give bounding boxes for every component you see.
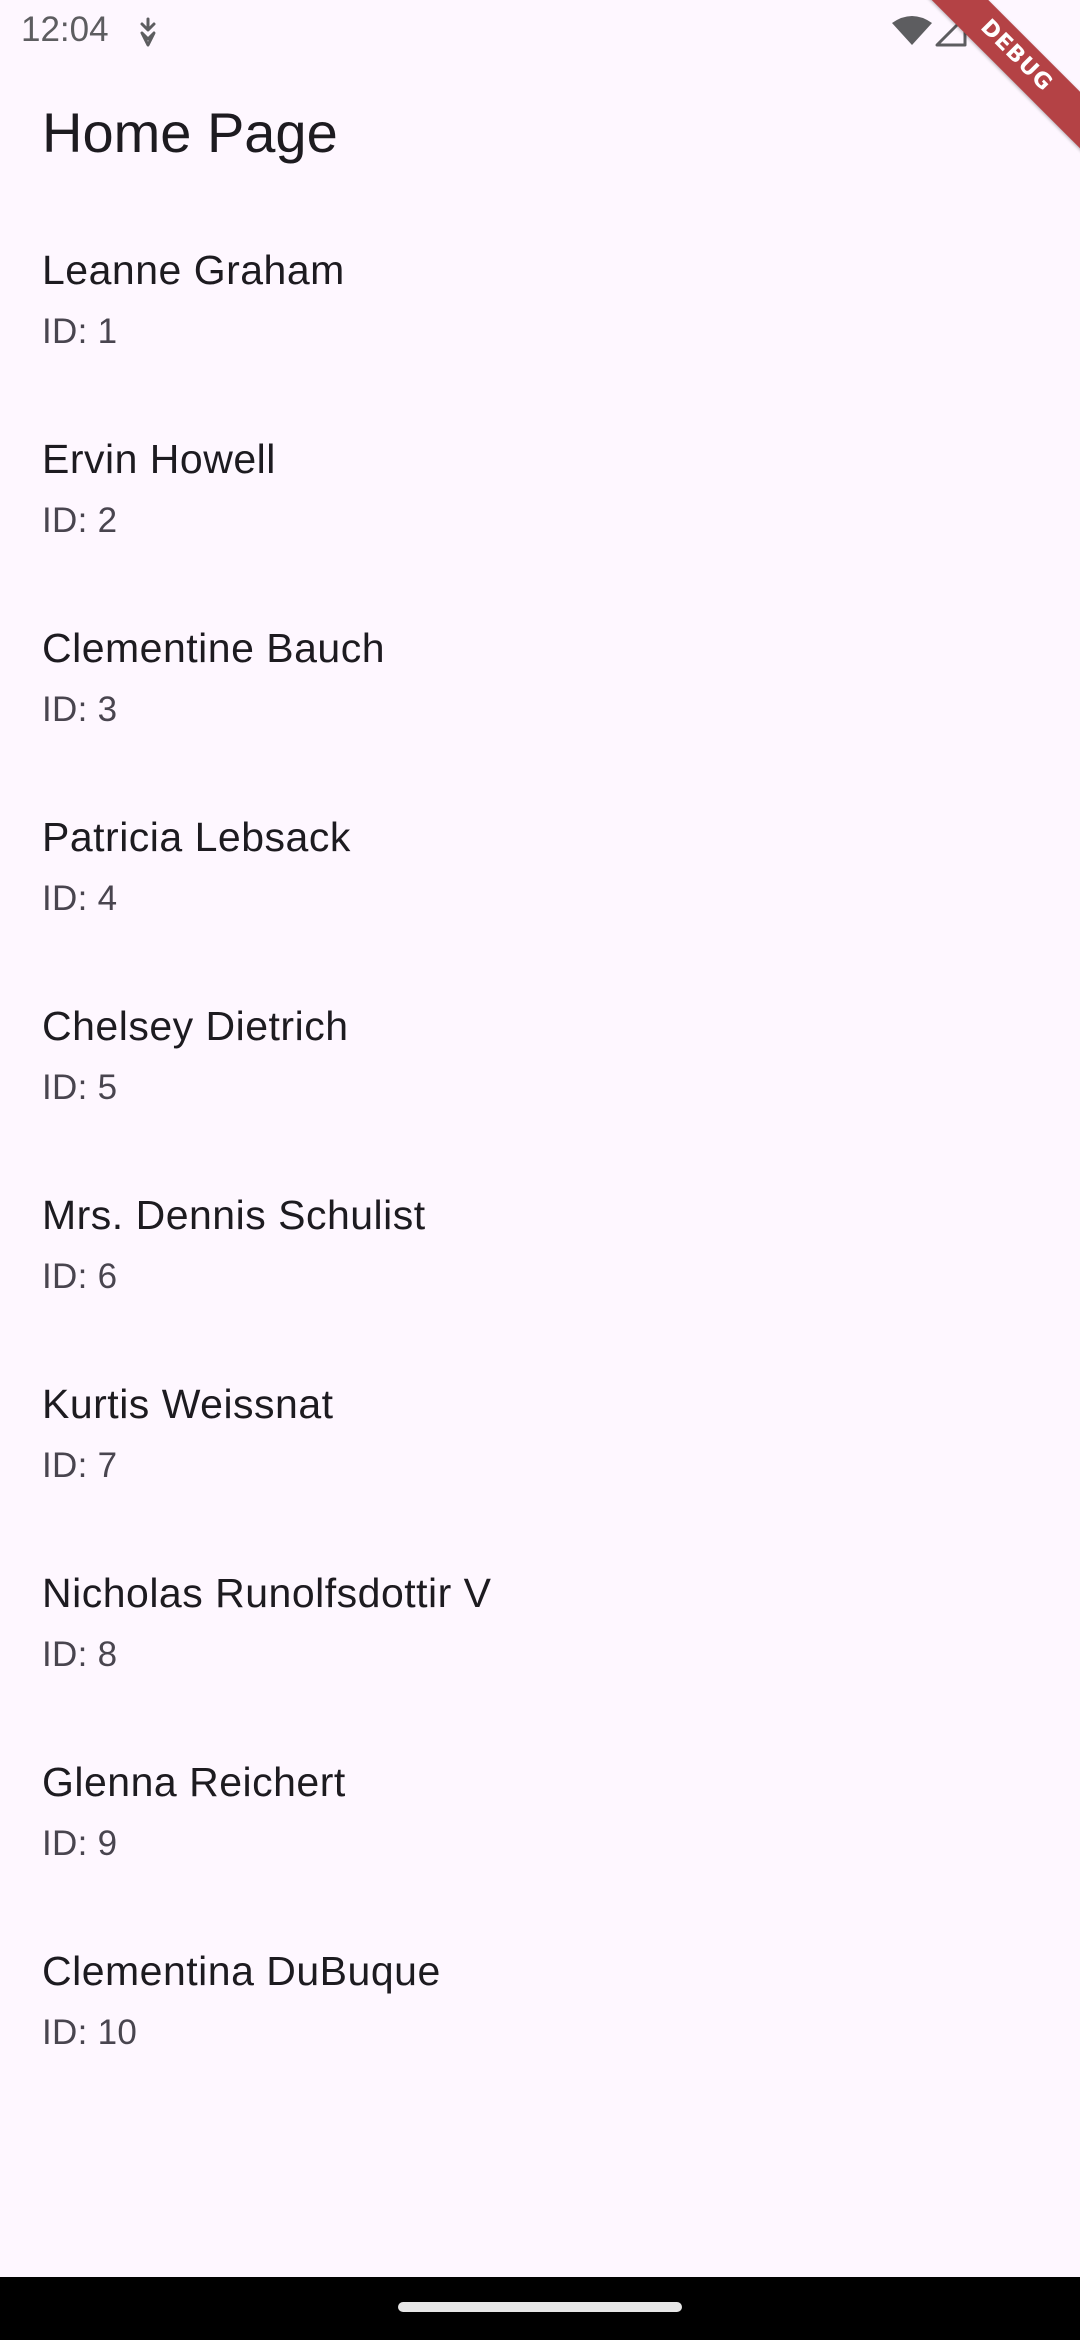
list-item[interactable] — [0, 1727, 1080, 1916]
debug-label: DEBUG — [920, 0, 1080, 155]
user-name: Patricia Lebsack — [42, 814, 351, 860]
user-id: ID: 7 — [42, 1446, 118, 1485]
user-name: Mrs. Dennis Schulist — [42, 1192, 426, 1238]
cell-signal-icon — [935, 15, 967, 47]
system-navigation-bar — [0, 2277, 1080, 2340]
list-item[interactable] — [0, 1160, 1080, 1349]
list-item[interactable] — [0, 971, 1080, 1160]
list-item[interactable] — [0, 593, 1080, 782]
list-item[interactable] — [0, 1349, 1080, 1538]
user-id: ID: 4 — [42, 879, 118, 918]
wifi-icon — [890, 15, 934, 47]
user-id: ID: 8 — [42, 1635, 118, 1674]
user-id: ID: 1 — [42, 312, 118, 351]
user-name: Clementine Bauch — [42, 625, 386, 671]
status-bar — [0, 0, 1080, 64]
home-indicator[interactable] — [398, 2302, 682, 2312]
user-name: Ervin Howell — [42, 436, 276, 482]
user-id: ID: 5 — [42, 1068, 118, 1107]
app-bar — [0, 64, 1080, 204]
user-id: ID: 10 — [42, 2013, 138, 2052]
user-name: Kurtis Weissnat — [42, 1381, 334, 1427]
download-notification-icon — [133, 16, 163, 48]
user-list — [0, 215, 1080, 2105]
status-time: 12:04 — [21, 10, 109, 49]
list-item[interactable] — [0, 1538, 1080, 1727]
user-id: ID: 2 — [42, 501, 118, 540]
user-id: ID: 6 — [42, 1257, 118, 1296]
list-item[interactable] — [0, 215, 1080, 404]
user-id: ID: 9 — [42, 1824, 118, 1863]
user-name: Clementina DuBuque — [42, 1948, 441, 1994]
list-item[interactable] — [0, 404, 1080, 593]
user-id: ID: 3 — [42, 690, 118, 729]
list-item[interactable] — [0, 782, 1080, 971]
page-title: Home Page — [42, 101, 338, 164]
user-name: Leanne Graham — [42, 247, 345, 293]
list-item[interactable] — [0, 1916, 1080, 2105]
user-name: Glenna Reichert — [42, 1759, 346, 1805]
user-name: Nicholas Runolfsdottir V — [42, 1570, 492, 1616]
user-name: Chelsey Dietrich — [42, 1003, 349, 1049]
